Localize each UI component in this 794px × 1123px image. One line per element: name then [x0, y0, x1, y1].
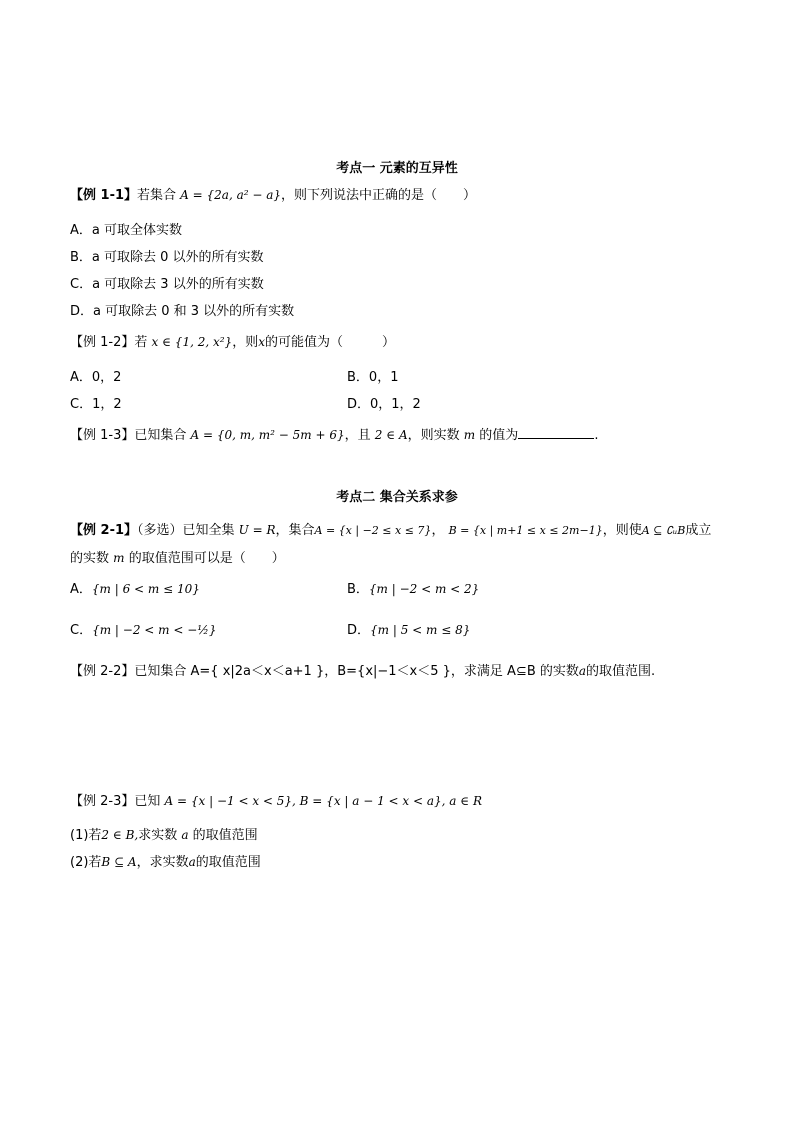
question-text: 若: [134, 335, 148, 350]
example-tag: 【例 1-3】: [70, 428, 135, 443]
math-expression: B = {x | m+1 ≤ x ≤ 2m−1}: [448, 524, 603, 537]
option-d: D．a 可取除去 0 和 3 以外的所有实数: [70, 304, 295, 319]
section-title-2: 考点二 集合关系求参: [336, 490, 458, 505]
option-b: B．0，1: [347, 370, 399, 385]
math-expression: A ⊆ ∁ᵤB: [641, 524, 686, 537]
math-variable: m: [463, 428, 476, 442]
option-a: A．a 可取全体实数: [70, 223, 182, 238]
example-tag: 【例 2-2】: [70, 664, 135, 679]
math-expression: x ∈ {1, 2, x²}: [151, 335, 233, 349]
question-text: 的实数: [70, 551, 110, 566]
question-text: 的可能值为（ ）: [264, 335, 395, 350]
question-text: ，则实数: [407, 428, 460, 443]
question-text: （多选）已知全集: [137, 523, 235, 538]
math-expression: 2 ∈ B,: [101, 828, 139, 842]
question-text: 已知集合 A={ x|2a＜x＜a+1 }，B={x|−1＜x＜5 }，求满足 A⊆B 的实数: [134, 664, 579, 679]
option-a: A．0，2: [70, 370, 122, 385]
math-variable: a: [188, 855, 196, 869]
option-c: C．1，2: [70, 397, 122, 412]
question-text: 的取值范围: [195, 855, 261, 870]
option-a: [70, 580, 200, 599]
question-text: 的值为: [479, 428, 519, 443]
question-text: ，则使: [602, 523, 642, 538]
example-2-3-sub1: [70, 826, 258, 845]
option-b: [347, 580, 479, 599]
option-label: C．: [70, 623, 93, 638]
example-2-3-sub2: [70, 853, 261, 872]
option-label: B．: [347, 582, 369, 597]
example-2-1-question-line2: [70, 549, 285, 568]
math-variable: x: [258, 335, 265, 349]
option-c: [70, 621, 217, 640]
math-expression: U = R: [238, 523, 276, 537]
math-expression: A = {x | −2 ≤ x ≤ 7}: [314, 524, 432, 537]
option-label: D．: [347, 623, 371, 638]
option-b: B．a 可取除去 0 以外的所有实数: [70, 250, 264, 265]
period: .: [594, 428, 599, 443]
example-1-2-question: [70, 333, 395, 352]
answer-blank[interactable]: [518, 426, 594, 439]
question-text: 的取值范围.: [586, 664, 656, 679]
example-2-3-question: [70, 792, 482, 811]
example-1-3-question: [70, 426, 598, 445]
question-text: ，求实数: [136, 855, 189, 870]
question-text: 的取值范围可以是（ ）: [128, 551, 285, 566]
math-expression: A = {2a, a² − a}: [180, 188, 282, 202]
math-expression: {m | 5 < m ≤ 8}: [370, 623, 471, 637]
example-tag: 【例 1-1】: [70, 188, 138, 203]
separator: ，: [431, 523, 445, 538]
question-text: 若集合: [137, 188, 177, 203]
question-text: ，集合: [275, 523, 315, 538]
option-d: [347, 621, 470, 640]
example-tag: 【例 1-2】: [70, 335, 135, 350]
sub-question-prefix: (2)若: [70, 855, 102, 870]
question-text: 已知集合: [134, 428, 187, 443]
math-expression: A = {x | −1 < x < 5}, B = {x | a − 1 < x < a}, a ∈ R: [164, 794, 482, 808]
math-expression: B ⊆ A: [101, 855, 137, 869]
math-variable: a: [578, 664, 587, 678]
example-tag: 【例 2-1】: [70, 523, 138, 538]
math-expression: {m | 6 < m ≤ 10}: [91, 582, 200, 596]
math-expression: {m | −2 < m < −½}: [92, 623, 217, 637]
example-2-2-question: [70, 662, 655, 681]
example-2-1-question-line1: [70, 521, 711, 540]
math-variable: a: [181, 828, 189, 842]
question-text: ，且: [344, 428, 371, 443]
question-text: 已知: [134, 794, 161, 809]
question-text: ，则下列说法中正确的是（ ）: [281, 188, 477, 203]
question-text: ，则: [232, 335, 259, 350]
math-expression: A = {0, m, m² − 5m + 6}: [190, 428, 345, 442]
option-d: D．0，1，2: [347, 397, 421, 412]
example-tag: 【例 2-3】: [70, 794, 135, 809]
math-expression: {m | −2 < m < 2}: [368, 582, 480, 596]
sub-question-prefix: (1)若: [70, 828, 102, 843]
option-c: C．a 可取除去 3 以外的所有实数: [70, 277, 264, 292]
question-text: 求实数: [138, 828, 178, 843]
example-1-1-question: [70, 186, 476, 205]
section-title-1: 考点一 元素的互异性: [336, 161, 458, 176]
question-text: 成立: [685, 523, 712, 538]
math-variable: m: [113, 551, 125, 565]
math-expression: 2 ∈ A: [374, 428, 408, 442]
option-label: A．: [70, 582, 92, 597]
question-text: 的取值范围: [192, 828, 258, 843]
